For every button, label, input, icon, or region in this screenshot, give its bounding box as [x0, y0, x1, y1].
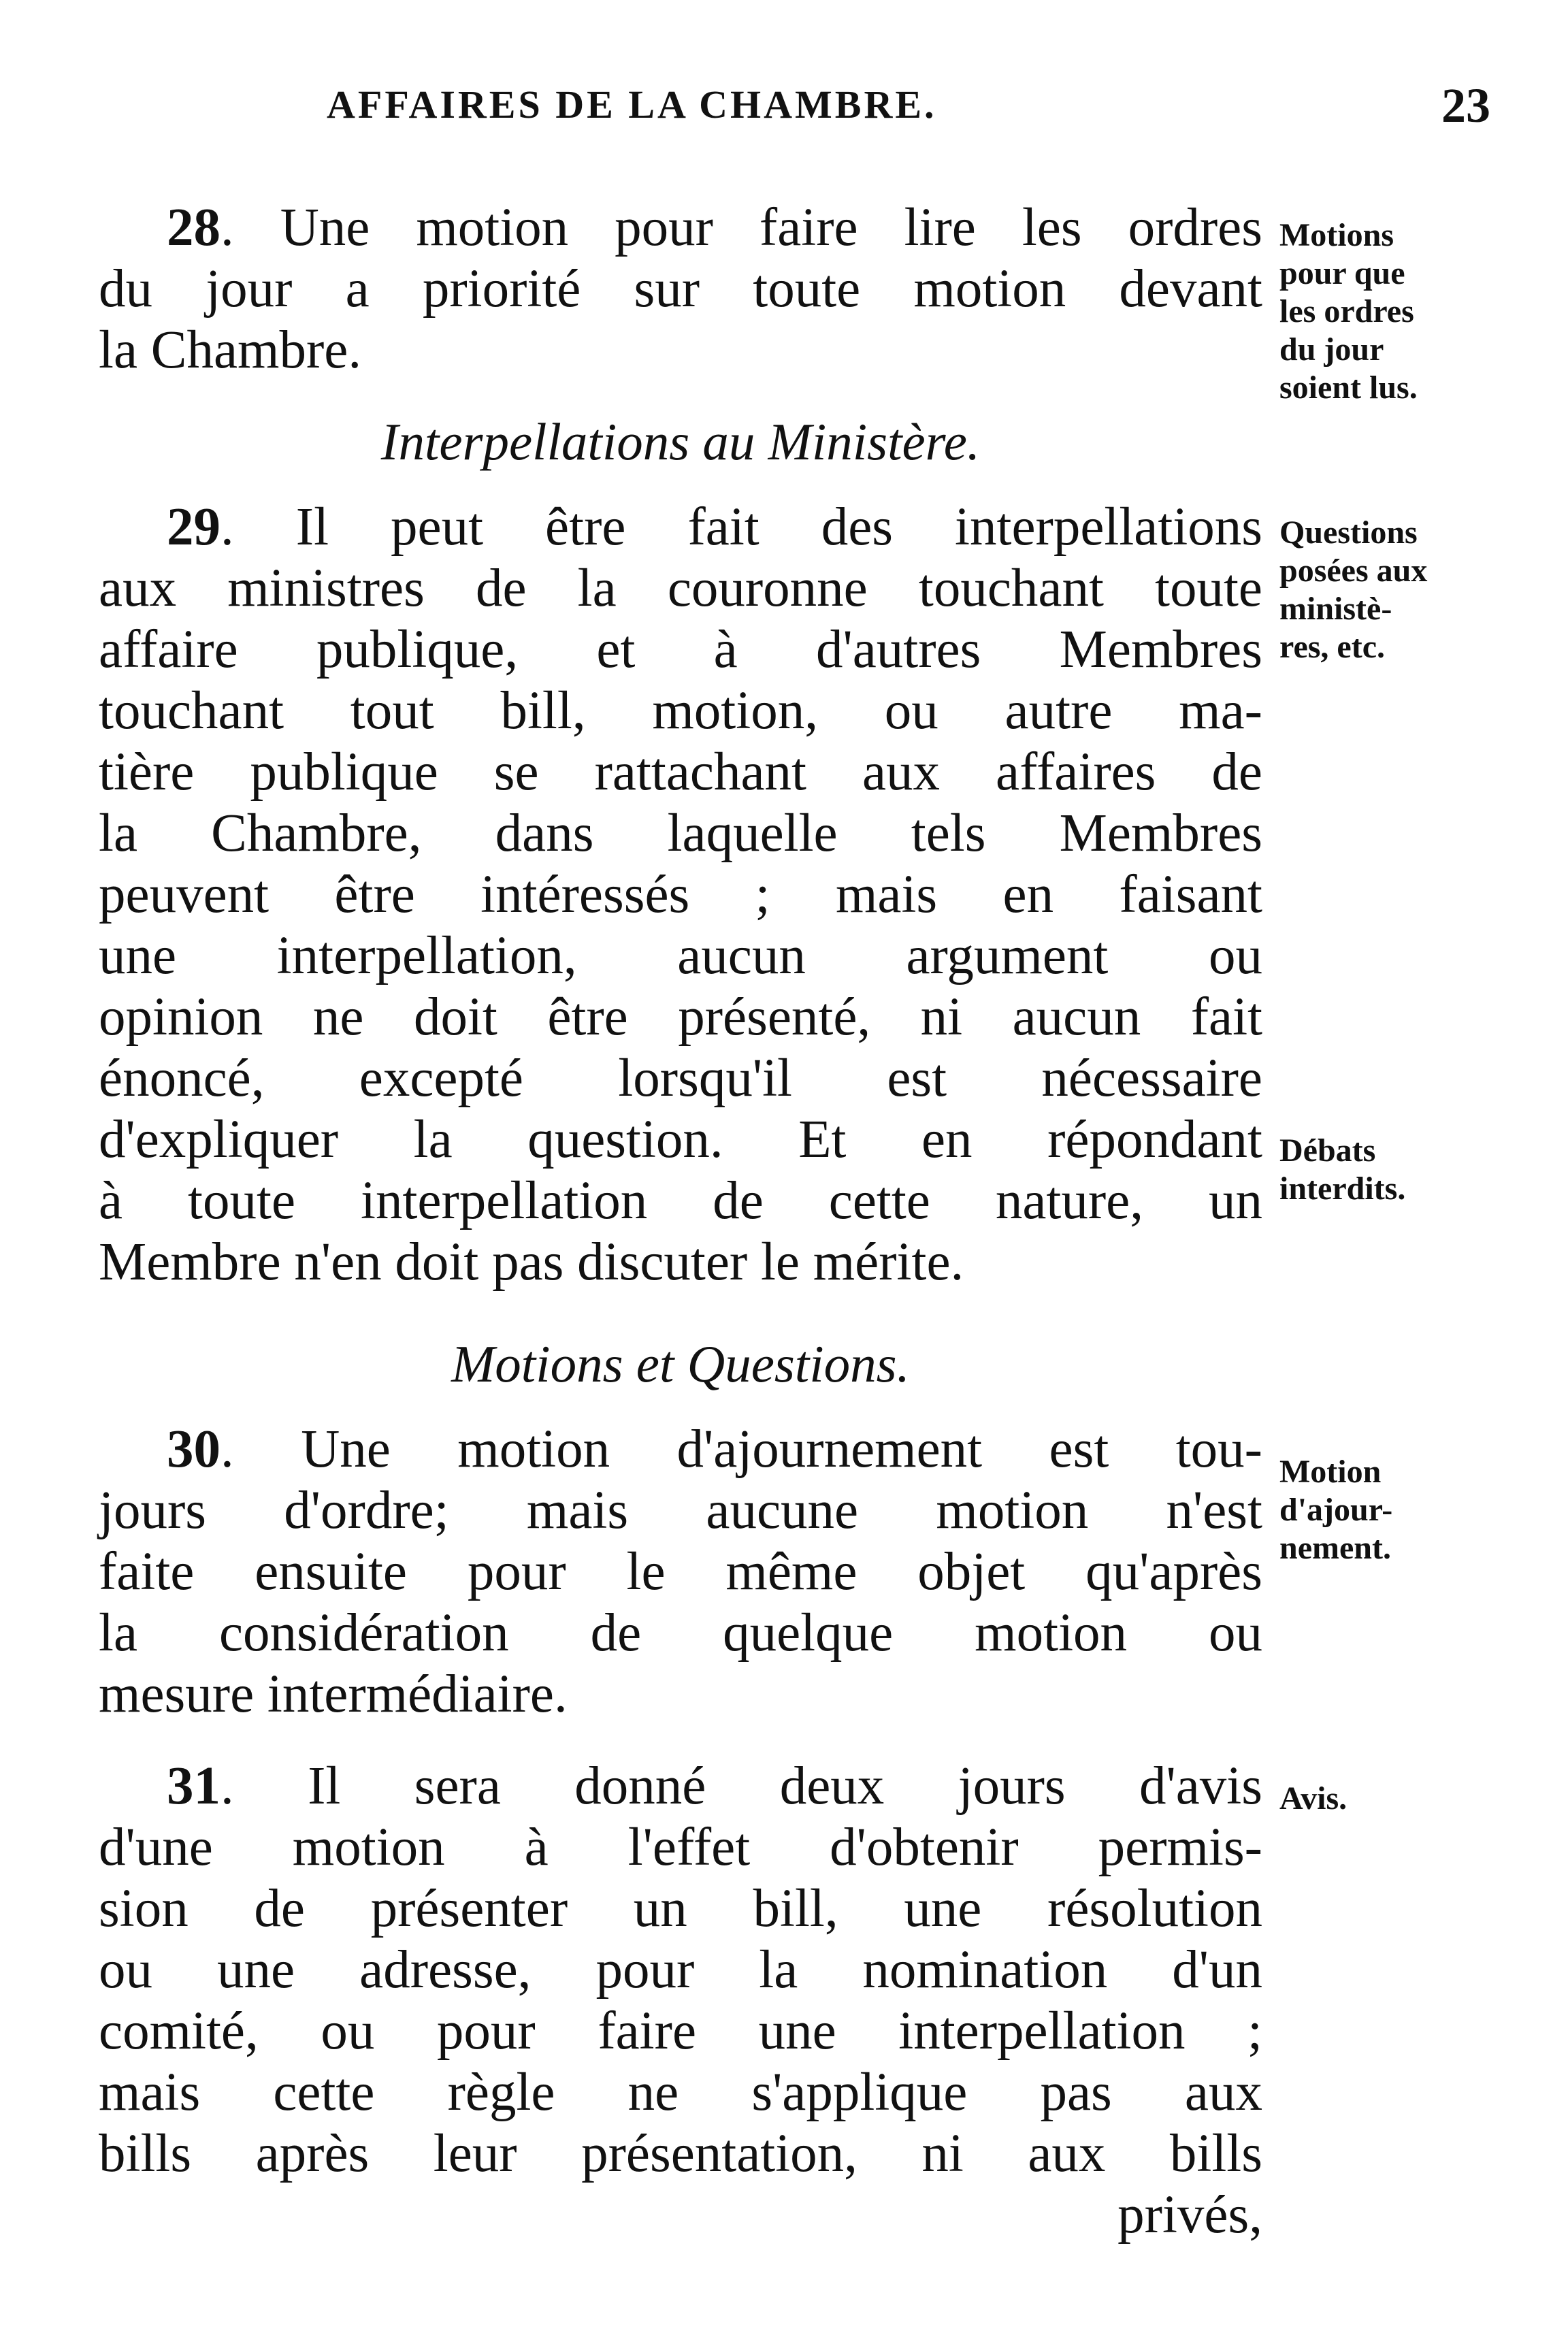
rule-31-line-3: sion de présenter un bill, une résolution — [99, 1879, 1262, 1938]
rule-31-line-2: d'une motion à l'effet d'obtenir permis- — [99, 1818, 1262, 1877]
rule-28 — [99, 197, 1262, 381]
rule-29-line-2: aux ministres de la couronne touchant toute — [99, 559, 1262, 618]
rule-31-line-6: mais cette règle ne s'applique pas aux — [99, 2063, 1262, 2122]
section-heading-motions: Motions et Questions. — [451, 1335, 910, 1393]
rule-29-line-13: Membre n'en doit pas discuter le mérite. — [99, 1233, 964, 1292]
rule-29-line-7: peuvent être intéressés ; mais en faisant — [99, 865, 1262, 924]
rule-29-line-3: affaire publique, et à d'autres Membres — [99, 620, 1262, 679]
rule-number: 28 — [167, 198, 220, 257]
rule-29 — [99, 497, 1262, 1293]
rule-29-line-12: à toute interpellation de cette nature, un — [99, 1171, 1262, 1230]
running-title: AFFAIRES DE LA CHAMBRE. — [327, 82, 937, 127]
rule-31-line-1: 31. Il sera donné deux jours d'avis — [167, 1757, 1262, 1816]
rule-29-line-9: opinion ne doit être présenté, ni aucun fait — [99, 988, 1262, 1047]
rule-number: 31 — [167, 1757, 220, 1816]
rule-28-line-3: la Chambre. — [99, 321, 362, 380]
rule-number: 30 — [167, 1420, 220, 1479]
rule-29-line-6: la Chambre, dans laquelle tels Membres — [99, 804, 1262, 863]
rule-31-line-5: comité, ou pour faire une interpellation ; — [99, 2002, 1262, 2061]
margin-note-28: Motions pour que les ordres du jour soient lus. — [1279, 217, 1418, 406]
rule-29-line-8: une interpellation, aucun argument ou — [99, 926, 1262, 985]
rule-29-line-5: tière publique se rattachant aux affaires de — [99, 742, 1262, 802]
running-head — [102, 78, 1490, 143]
rule-30-line-1: 30. Une motion d'ajournement est tou- — [167, 1420, 1262, 1479]
rule-number: 29 — [167, 497, 220, 557]
margin-note-29-questions: Questions posées aux ministè- res, etc. — [1279, 515, 1428, 665]
rule-31-line-7: bills après leur présentation, ni aux bills — [99, 2124, 1262, 2183]
rule-31-line-4: ou une adresse, pour la nomination d'un — [99, 1940, 1262, 2000]
rule-30-line-5: mesure intermédiaire. — [99, 1665, 568, 1724]
rule-28-line-2: du jour a priorité sur toute motion devant — [99, 259, 1262, 319]
rule-29-line-4: touchant tout bill, motion, ou autre ma- — [99, 681, 1262, 740]
page-number: 23 — [1441, 78, 1490, 133]
margin-note-30: Motion d'ajour- nement. — [1279, 1454, 1393, 1566]
rule-30-line-4: la considération de quelque motion ou — [99, 1603, 1262, 1663]
margin-note-29-debats: Débats interdits. — [1279, 1132, 1406, 1207]
rule-30 — [99, 1419, 1262, 1725]
rule-30-line-2: jours d'ordre; mais aucune motion n'est — [99, 1481, 1262, 1540]
section-heading-interpellations: Interpellations au Ministère. — [380, 412, 981, 471]
catchword: privés, — [1117, 2185, 1262, 2245]
rule-29-line-1: 29. Il peut être fait des interpellations — [167, 497, 1262, 557]
rule-28-line-1: 28. Une motion pour faire lire les ordres — [167, 198, 1262, 257]
margin-note-31: Avis. — [1279, 1780, 1348, 1816]
rule-29-line-11: d'expliquer la question. Et en répondant — [99, 1110, 1262, 1169]
rule-31 — [99, 1756, 1262, 2246]
rule-29-line-10: énoncé, excepté lorsqu'il est nécessaire — [99, 1049, 1262, 1108]
rule-30-line-3: faite ensuite pour le même objet qu'après — [99, 1542, 1262, 1601]
